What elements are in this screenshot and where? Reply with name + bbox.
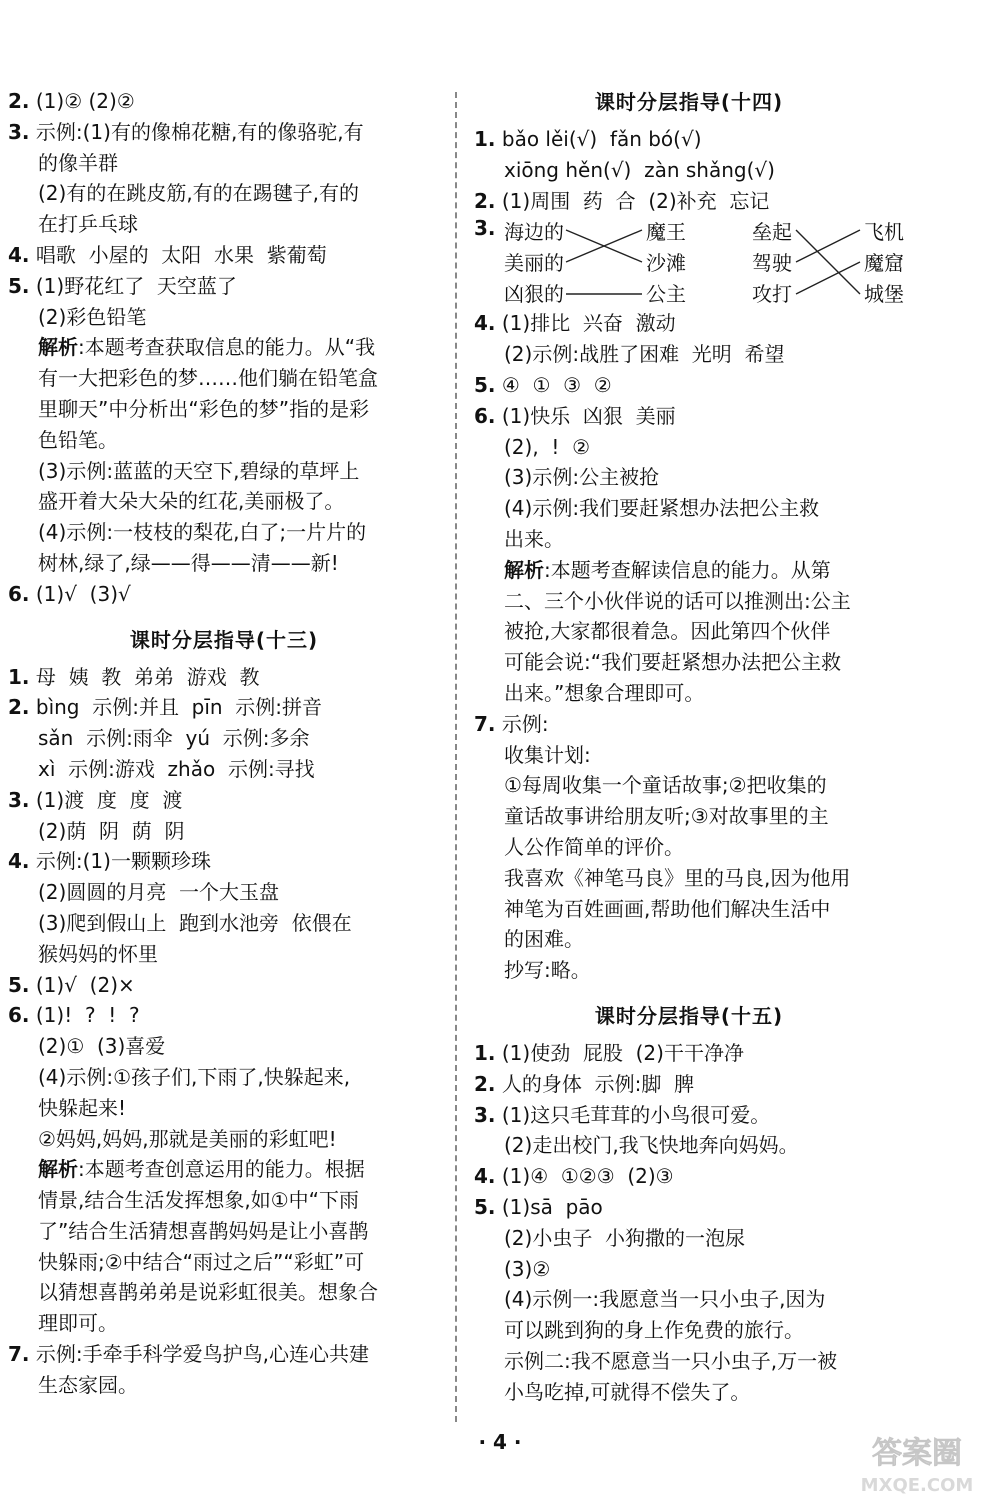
answer-line [8,86,440,117]
answer-text: (1)! ? ! ? [35,1003,140,1028]
right-column [474,86,904,1407]
left-answers-block-1 [8,86,440,610]
answer-text: 在打乒乓球 [38,212,138,237]
answer-line [8,394,440,425]
match-right-b-3: 城堡 [864,282,904,307]
answer-line [474,124,904,155]
answer-text: (1)√ (2)× [35,972,135,997]
answer-text: (4)示例:①孩子们,下雨了,快躲起来, [38,1064,351,1089]
answer-line [474,770,904,801]
answer-line [474,186,904,217]
match-left-a-2: 美丽的 [504,251,564,276]
question-number: 5. [474,1194,496,1219]
answer-text: 理即可。 [38,1311,118,1336]
answer-text: (2)示例:战胜了困难 光明 希望 [504,342,785,367]
answer-text: 盛开着大朵大朵的红花,美丽极了。 [38,489,345,514]
match-lines [504,216,934,308]
answer-line [474,1069,904,1100]
answer-text: 出来。”想象合理即可。 [504,680,705,705]
match-line-4 [796,230,860,294]
answer-line [8,1370,440,1401]
answer-text: 情景,结合生活发挥想象,如①中“下雨 [38,1188,360,1213]
question-number: 5. [8,273,30,298]
answer-line [8,332,440,363]
answer-line [474,709,904,740]
answer-text: 快躲雨;②中结合“雨过之后”“彩虹”可 [38,1249,365,1274]
question-number: 1. [474,127,496,151]
answer-line [474,339,904,370]
answer-text: 示例:(1)一颗颗珍珠 [35,849,211,874]
answer-line [8,723,440,754]
answer-text: 示例:手牵手科学爱鸟护鸟,心连心共建 [35,1342,369,1367]
question-number: 7. [474,711,496,736]
answer-text: (3)爬到假山上 跑到水池旁 依偎在 [38,910,352,935]
answer-text: 示例二:我不愿意当一只小虫子,万一被 [504,1348,838,1373]
match-left-b-2: 驾驶 [752,251,792,276]
answer-line [8,754,440,785]
answer-line [474,1377,904,1408]
answer-text: 的困难。 [504,927,584,952]
answer-text: 有一大把彩色的梦……他们躺在铅笔盒 [38,366,378,391]
answer-text: xì 示例:游戏 zhǎo 示例:寻找 [38,756,315,781]
question-number: 6. [8,581,30,606]
answer-line [8,877,440,908]
answer-text: ①每周收集一个童话故事;②把收集的 [504,773,827,798]
analysis-label: 解析 [38,1157,78,1182]
question-number: 4. [8,242,30,267]
answer-text: 我喜欢《神笔马良》里的马良,因为他用 [504,865,851,890]
answer-text: (1)使劲 屁股 (2)干干净净 [501,1040,744,1065]
answer-text: 出来。 [504,526,564,551]
answer-line [474,308,904,339]
question-number: 3. [8,119,30,144]
answer-text: (1)④ ①②③ (2)③ [501,1164,674,1189]
answer-line [474,1254,904,1285]
answer-text: (1)野花红了 天空蓝了 [35,273,237,298]
match-line-5 [796,230,860,262]
answer-text: 神笔为百姓画画,帮助他们解决生活中 [504,896,831,921]
answer-line [474,1038,904,1069]
answer-text: ④ ① ③ ② [501,372,612,397]
answer-line [8,1277,440,1308]
question-number: 3. [8,787,30,812]
answer-text: (2)走出校门,我飞快地奔向妈妈。 [504,1133,799,1158]
left-column [8,86,440,1401]
answer-line [474,740,904,771]
answer-line [474,1284,904,1315]
answer-line [474,462,904,493]
answer-line [474,524,904,555]
answer-text: sǎn 示例:雨伞 yú 示例:多余 [38,726,310,751]
answer-text: (1)这只毛茸茸的小鸟很可爱。 [501,1102,771,1127]
answer-text: 示例:(1)有的像棉花糖,有的像骆驼,有 [35,119,364,144]
answer-text: (1)周围 药 合 (2)补充 忘记 [501,188,770,213]
answer-text: (2)荫 阴 荫 阴 [38,818,185,843]
answer-text: bǎo lěi(√) fǎn bó(√) [501,127,702,151]
answer-line [8,425,440,456]
answer-line [8,970,440,1001]
answer-text: ②妈妈,妈妈,那就是美丽的彩虹吧! [38,1126,337,1151]
answer-line [8,1247,440,1278]
page-number: · 4 · [478,1430,522,1454]
answer-text: 可以跳到狗的身上作免费的旅行。 [504,1318,804,1343]
answer-line [474,894,904,925]
answer-text: (1)渡 度 度 渡 [35,787,183,812]
answer-line [8,1062,440,1093]
answer-line [474,1161,904,1192]
answer-line [8,908,440,939]
answer-text: (3)示例:公主被抢 [504,465,660,490]
analysis-label: 解析 [38,335,78,360]
answer-line [474,155,904,186]
answer-text: xiōng hěn(√) zàn shǎng(√) [504,157,775,182]
answer-line [474,832,904,863]
answer-text: :本题考查创意运用的能力。根据 [78,1157,365,1182]
answer-line [8,209,440,240]
answer-line [8,1339,440,1370]
question-number: 2. [474,1071,496,1096]
section-heading-15: 课时分层指导(十五) [594,1003,784,1028]
match-left-a-1: 海边的 [504,220,564,245]
answer-text: 人公作简单的评价。 [504,834,684,859]
answer-text: (3)② [504,1256,551,1281]
answer-line [474,1130,904,1161]
answer-line [474,678,904,709]
question-number: 6. [8,1003,30,1028]
answer-line [474,432,904,463]
match-left-a-3: 凶狠的 [504,282,564,307]
answer-text: 快躲起来! [38,1095,127,1120]
answer-text: (1)sā pāo [501,1194,603,1219]
answer-text: 的像羊群 [38,150,118,175]
answer-text: (4)示例:我们要赶紧想办法把公主救 [504,496,820,521]
section-heading-14: 课时分层指导(十四) [594,90,784,114]
section-heading-13: 课时分层指导(十三) [129,627,319,652]
answer-text: 收集计划: [504,742,591,767]
answer-line [8,846,440,877]
answer-text: (2), ! ② [504,434,591,459]
watermark-line2: MXQE.COM [860,1475,974,1496]
match-right-b-2: 魔窟 [864,251,904,276]
answer-line [474,863,904,894]
answer-line [8,662,440,693]
matching-exercise [474,216,904,308]
answer-line [8,302,440,333]
answer-text: (2)① (3)喜爱 [38,1034,166,1059]
answer-line [474,1192,904,1223]
answer-text: 被抢,大家都很着急。因此第四个伙伴 [504,619,831,644]
answer-line [8,1308,440,1339]
match-left-b-3: 攻打 [752,282,792,307]
answer-line [8,148,440,179]
match-right-a-1: 魔王 [646,220,686,245]
match-line-6 [796,262,860,294]
answer-line [8,271,440,302]
answer-text: (2)彩色铅笔 [38,304,147,329]
right-answers-block-1 [474,124,904,216]
question-number: 2. [8,695,30,720]
match-number: 3. [474,216,496,241]
watermark-line1: 答案圈 [872,1436,962,1471]
question-number: 4. [8,849,30,874]
answer-line [474,1223,904,1254]
question-number: 3. [474,1102,496,1127]
answer-line [8,1216,440,1247]
answer-line [474,616,904,647]
answer-text: (2)有的在跳皮筋,有的在踢毽子,有的 [38,181,360,206]
answer-text: 小鸟吃掉,可就得不偿失了。 [504,1379,751,1404]
question-number: 4. [474,311,496,336]
answer-text: (4)示例:一枝枝的梨花,白了;一片片的 [38,520,367,545]
answer-text: 人的身体 示例:脚 脾 [501,1071,695,1096]
answer-line [8,692,440,723]
answer-text: :本题考查解读信息的能力。从第 [544,557,831,582]
answer-line [8,939,440,970]
answer-text: (1)排比 兴奋 激动 [501,311,676,336]
answer-line [474,1346,904,1377]
answer-text: 可能会说:“我们要赶紧想办法把公主救 [504,650,842,675]
question-number: 1. [8,664,30,689]
right-answers-block-2 [474,308,904,986]
answer-text: 二、三个小伙伴说的话可以推测出:公主 [504,588,851,613]
answer-line [474,801,904,832]
answer-line [8,456,440,487]
question-number: 5. [474,372,496,397]
question-number: 4. [474,1164,496,1189]
answer-line [474,401,904,432]
analysis-label: 解析 [504,557,544,582]
right-answers-block-3 [474,1038,904,1408]
answer-text: :本题考查获取信息的能力。从“我 [78,335,376,360]
answer-line [8,579,440,610]
answer-line [474,555,904,586]
question-number: 6. [474,403,496,428]
answer-text: (1)√ (3)√ [35,581,131,606]
answer-line [474,586,904,617]
answer-line [8,785,440,816]
answer-line [8,1093,440,1124]
question-number: 7. [8,1342,30,1367]
answer-line [474,1315,904,1346]
answer-line [474,1100,904,1131]
watermark-logo [842,1427,992,1499]
question-number: 1. [474,1040,496,1065]
answer-line [8,816,440,847]
answer-line [8,1154,440,1185]
answer-text: (1)快乐 凶狠 美丽 [501,403,676,428]
answer-line [8,1185,440,1216]
answer-line [8,1031,440,1062]
answer-text: (3)示例:蓝蓝的天空下,碧绿的草坪上 [38,458,360,483]
answer-text: 抄写:略。 [504,958,591,983]
answer-text: 童话故事讲给朋友听;③对故事里的主 [504,804,829,829]
answer-text: (2)圆圆的月亮 一个大玉盘 [38,880,280,905]
answer-text: 母 姨 教 弟弟 游戏 教 [35,664,260,689]
left-answers-block-2 [8,662,440,1401]
answer-text: (4)示例一:我愿意当一只小虫子,因为 [504,1287,826,1312]
match-left-b-1: 垒起 [752,220,792,245]
answer-line [474,955,904,986]
match-right-a-3: 公主 [646,282,686,307]
answer-line [8,517,440,548]
column-divider [455,92,457,1422]
match-right-a-2: 沙滩 [646,251,686,276]
answer-line [474,493,904,524]
answer-text: bìng 示例:并且 pīn 示例:拼音 [35,695,323,720]
answer-line [8,363,440,394]
answer-text: 示例: [501,711,549,736]
answer-text: (2)小虫子 小狗撒的一泡尿 [504,1225,746,1250]
answer-text: 以猜想喜鹊弟弟是说彩虹很美。想象合 [38,1280,378,1305]
question-number: 2. [8,89,30,113]
answer-line [8,1000,440,1031]
answer-line [474,370,904,401]
question-number: 2. [474,188,496,213]
answer-line [8,1124,440,1155]
answer-text: 猴妈妈的怀里 [38,941,158,966]
answer-text: 里聊天”中分析出“彩色的梦”指的是彩 [38,396,370,421]
answer-line [8,178,440,209]
answer-text: (1)② (2)② [35,89,135,113]
answer-line [8,486,440,517]
answer-line [8,117,440,148]
answer-text: 了”结合生活猜想喜鹊妈妈是让小喜鹊 [38,1218,369,1243]
answer-line [474,647,904,678]
answer-text: 唱歌 小屋的 太阳 水果 紫葡萄 [35,242,327,267]
answer-line [8,240,440,271]
answer-text: 树林,绿了,绿——得——清——新! [38,550,339,575]
answer-line [8,548,440,579]
answer-line [474,924,904,955]
match-right-b-1: 飞机 [864,220,904,245]
answer-text: 色铅笔。 [38,427,118,452]
question-number: 5. [8,972,30,997]
answer-text: 生态家园。 [38,1372,138,1397]
